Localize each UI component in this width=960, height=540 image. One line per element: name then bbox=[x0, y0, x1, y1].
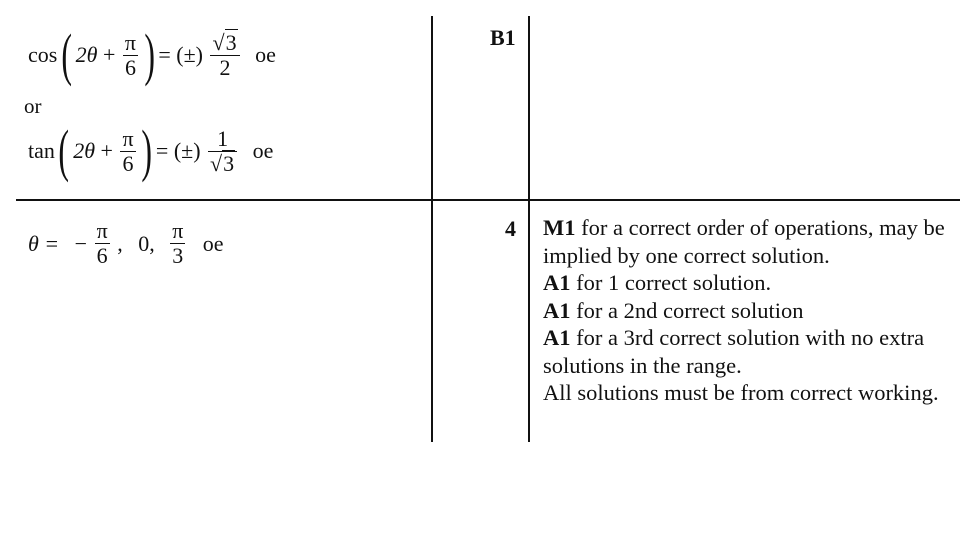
frac-denominator: 6 bbox=[120, 151, 135, 176]
radicand: 3 bbox=[225, 29, 237, 55]
pi-over-six bbox=[123, 31, 138, 80]
frac-denominator: 6 bbox=[123, 55, 138, 80]
pi-over-six bbox=[95, 219, 110, 268]
guidance-code: A1 bbox=[543, 325, 571, 350]
pi-over-six bbox=[120, 127, 135, 176]
mark-total: 4 bbox=[505, 216, 516, 241]
guidance-text: All solutions must be from correct working. bbox=[543, 380, 939, 405]
radicand: 3 bbox=[223, 150, 235, 176]
guidance-line bbox=[543, 379, 948, 407]
frac-numerator: π bbox=[96, 218, 108, 243]
theta-solutions bbox=[28, 219, 224, 268]
comma: , bbox=[117, 230, 123, 256]
guidance-text: for a 3rd correct solution with no extra solutions in the range. bbox=[543, 325, 925, 378]
theta-equals: θ = bbox=[28, 230, 60, 256]
equals-sign: = bbox=[155, 138, 169, 163]
marking-guidance bbox=[543, 214, 948, 407]
right-paren: ) bbox=[141, 118, 153, 183]
plus-minus: (±) bbox=[176, 42, 203, 67]
frac-denominator: 3 bbox=[170, 243, 185, 268]
guidance-text: for a 2nd correct solution bbox=[570, 297, 804, 323]
zero-value: 0, bbox=[138, 230, 155, 256]
guidance-line bbox=[543, 214, 948, 269]
or-text: or bbox=[24, 94, 42, 118]
frac-numerator: π bbox=[172, 218, 184, 243]
tan-func: tan bbox=[28, 138, 55, 163]
guidance-code: A1 bbox=[543, 270, 571, 295]
mark-b1: B1 bbox=[490, 25, 516, 50]
guidance-line bbox=[543, 269, 948, 297]
frac-numerator: π bbox=[122, 125, 134, 151]
right-paren: ) bbox=[143, 22, 155, 87]
oe-label: oe bbox=[252, 138, 274, 163]
minus-sign: − bbox=[74, 230, 88, 256]
plus-minus: (±) bbox=[173, 138, 201, 163]
column-divider-right bbox=[528, 16, 530, 442]
frac-denominator: √3 bbox=[208, 151, 237, 176]
frac-denominator: 2 bbox=[210, 55, 239, 80]
left-paren: ( bbox=[61, 22, 72, 87]
guidance-code: A1 bbox=[543, 297, 571, 323]
column-divider-left bbox=[431, 16, 433, 442]
pi-over-three bbox=[170, 219, 185, 268]
oe-label: oe bbox=[255, 42, 276, 67]
guidance-text: for a correct order of operations, may be implied by one correct solution. bbox=[543, 215, 945, 268]
two-theta: 2θ bbox=[73, 138, 96, 163]
guidance-line bbox=[543, 324, 948, 379]
plus-sign: + bbox=[102, 42, 116, 67]
tan-equation bbox=[28, 118, 274, 183]
cos-func: cos bbox=[28, 42, 58, 67]
one-over-root3 bbox=[208, 127, 237, 176]
frac-denominator: 6 bbox=[95, 243, 110, 268]
guidance-text: for 1 correct solution. bbox=[570, 270, 772, 295]
frac-numerator: 1 bbox=[217, 125, 229, 151]
left-paren: ( bbox=[58, 118, 70, 183]
oe-label: oe bbox=[202, 230, 224, 256]
frac-numerator: π bbox=[124, 29, 136, 55]
plus-sign: + bbox=[100, 138, 113, 163]
guidance-line bbox=[543, 297, 948, 325]
equals-sign: = bbox=[158, 42, 171, 67]
frac-numerator: √3 bbox=[212, 29, 237, 55]
row-divider bbox=[16, 199, 960, 201]
cos-equation bbox=[28, 22, 276, 87]
two-theta: 2θ bbox=[75, 42, 98, 67]
root3-over-two bbox=[210, 31, 239, 80]
guidance-code: M1 bbox=[543, 215, 576, 240]
